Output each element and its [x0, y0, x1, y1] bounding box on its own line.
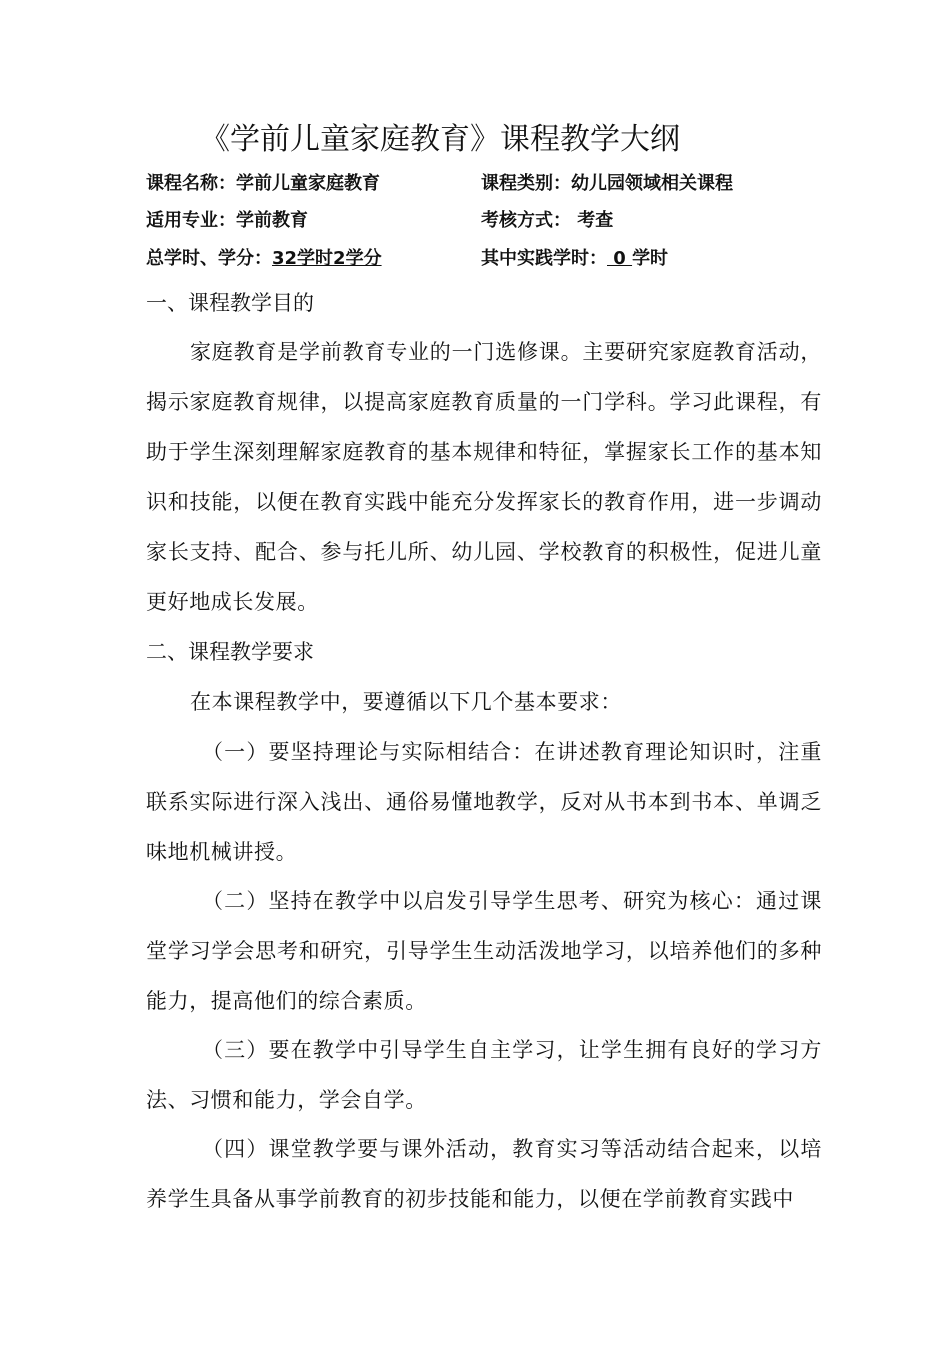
practice-hours-unit: 学时 — [632, 248, 669, 269]
section-2-heading: 二、课程教学要求 — [146, 640, 314, 664]
assessment-method: 考核方式： 考查 — [481, 210, 614, 231]
requirement-item-1: （一）要坚持理论与实际相结合：在讲述教育理论知识时，注重联系实际进行深入浅出、通俗易懂地教学，反对从书本到书本、单调乏味地机械讲授。 — [146, 740, 822, 864]
total-hours-credits — [146, 246, 382, 272]
document-title: 《学前儿童家庭教育》课程教学大纲 — [200, 122, 680, 157]
course-category: 课程类别：幼儿园领域相关课程 — [481, 173, 733, 194]
requirement-item-3: （三）要在教学中引导学生自主学习，让学生拥有良好的学习方法、习惯和能力，学会自学。 — [146, 1038, 822, 1112]
total-hours-label: 总学时、学分： — [146, 248, 272, 269]
applicable-major: 适用专业：学前教育 — [146, 210, 308, 231]
requirement-item-2: （二）坚持在教学中以启发引导学生思考、研究为核心：通过课堂学习学会思考和研究，引导学生生动活泼地学习，以培养他们的多种能力，提高他们的综合素质。 — [146, 889, 822, 1013]
requirement-item-4: （四）课堂教学要与课外活动，教育实习等活动结合起来，以培养学生具备从事学前教育的初步技能和能力，以便在学前教育实践中 — [146, 1137, 822, 1211]
section-2-intro: 在本课程教学中，要遵循以下几个基本要求： — [190, 690, 622, 714]
total-hours-value: 32学时2学分 — [272, 248, 382, 269]
practice-hours-label: 其中实践学时： — [481, 248, 607, 269]
course-name: 课程名称：学前儿童家庭教育 — [146, 173, 380, 194]
practice-hours-value: 0 — [607, 248, 633, 269]
section-1-paragraph: 家庭教育是学前教育专业的一门选修课。主要研究家庭教育活动，揭示家庭教育规律，以提高家庭教育质量的一门学科。学习此课程，有助于学生深刻理解家庭教育的基本规律和特征，掌握家长工作的基本知识和技能，以便在教育实践中能充分发挥家长的教育作用，进一步调动家长支持、配合、参与托儿所、幼儿园、学校教育的积极性，促进儿童更好地成长发展。 — [146, 340, 822, 614]
section-1-heading: 一、课程教学目的 — [146, 291, 314, 315]
practice-hours — [481, 246, 668, 272]
